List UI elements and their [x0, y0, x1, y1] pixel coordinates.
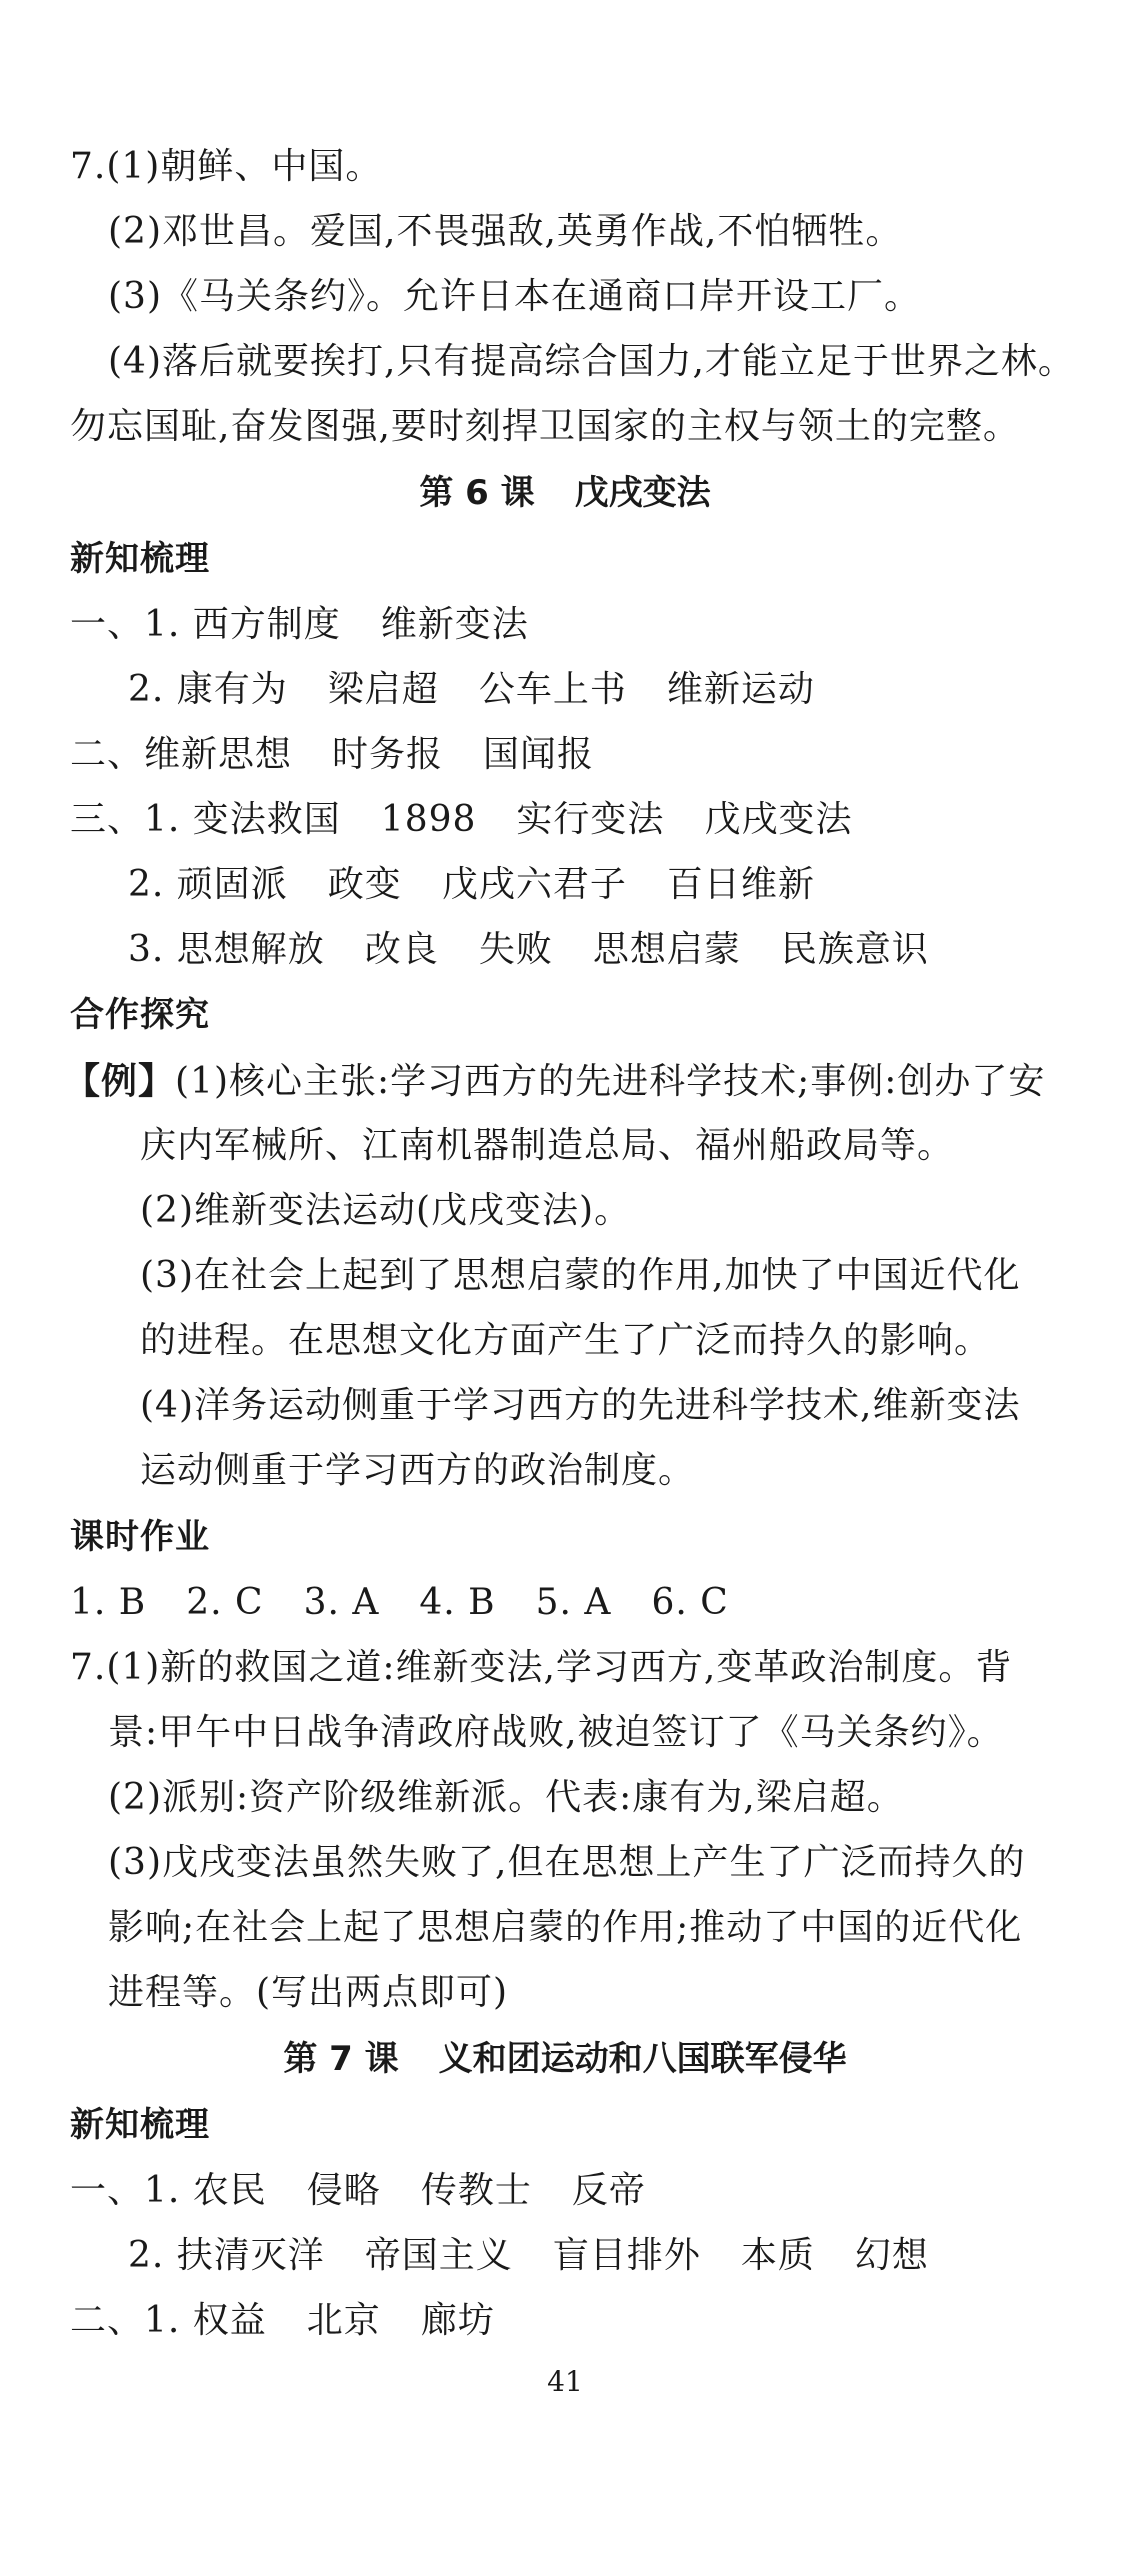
term: 公车上书	[478, 669, 627, 710]
list-item	[128, 925, 1080, 975]
mc-answer: 1. B	[70, 1582, 147, 1623]
mc-answer: 2. C	[186, 1582, 264, 1623]
example-tag: 【例】	[64, 1060, 176, 1102]
term: 时务报	[332, 734, 444, 775]
term: 二、维新思想	[70, 734, 293, 775]
lesson-name: 戊戌变法	[574, 473, 711, 513]
answer-line: 进程等。(写出两点即可)	[108, 1972, 509, 2013]
list-item	[128, 2231, 1080, 2281]
term: 侵略	[306, 2170, 381, 2211]
example-line: (2)维新变法运动(戊戌变法)。	[140, 1190, 632, 1231]
term: 帝国主义	[364, 2235, 513, 2276]
term: 一、1. 西方制度	[70, 604, 341, 645]
example-line: (4)洋务运动侧重于学习西方的先进科学技术,维新变法	[140, 1385, 1021, 1426]
term: 三、1. 变法救国	[70, 799, 341, 840]
section-heading: 课时作业	[70, 1517, 210, 1557]
lesson-number: 第 6 课	[419, 473, 535, 513]
example-text: (1)核心主张:学习西方的先进科学技术;事例:创办了安	[175, 1061, 1046, 1102]
answer-line: (3)《马关条约》。允许日本在通商口岸开设工厂。	[108, 276, 921, 317]
term: 二、1. 权益	[70, 2300, 267, 2341]
term: 民族意识	[780, 929, 929, 970]
list-item	[128, 665, 1080, 715]
example-line	[64, 1056, 1080, 1107]
term: 本质	[740, 2235, 815, 2276]
term: 政变	[327, 864, 402, 905]
section-heading: 新知梳理	[70, 2105, 210, 2145]
page-number: 41	[547, 2365, 583, 2398]
list-item	[70, 795, 1080, 845]
term: 北京	[306, 2300, 381, 2341]
lesson-title	[0, 2034, 1130, 2084]
term: 3. 思想解放	[128, 929, 325, 970]
answer-line: (4)落后就要挨打,只有提高综合国力,才能立足于世界之林。	[108, 341, 1075, 382]
term: 国闻报	[483, 734, 595, 775]
mc-answers	[70, 1578, 1080, 1628]
term: 改良	[364, 929, 439, 970]
term: 盲目排外	[552, 2235, 701, 2276]
list-item	[70, 600, 1080, 650]
answer-line: 7.(1)朝鲜、中国。	[70, 146, 383, 187]
term: 戊戌六君子	[441, 864, 627, 905]
answer-line: 景:甲午中日战争清政府战败,被迫签订了《马关条约》。	[108, 1712, 1004, 1753]
example-line: 的进程。在思想文化方面产生了广泛而持久的影响。	[140, 1320, 992, 1361]
answer-line: 7.(1)新的救国之道:维新变法,学习西方,变革政治制度。背	[70, 1647, 1013, 1688]
term: 传教士	[420, 2170, 532, 2211]
term: 幻想	[854, 2235, 929, 2276]
section-heading: 新知梳理	[70, 539, 210, 579]
answer-line: 影响;在社会上起了思想启蒙的作用;推动了中国的近代化	[108, 1907, 1023, 1948]
list-item	[128, 860, 1080, 910]
example-line: 运动侧重于学习西方的政治制度。	[140, 1450, 696, 1491]
list-item	[70, 2296, 1080, 2346]
answer-line: 勿忘国耻,奋发图强,要时刻捍卫国家的主权与领土的完整。	[70, 406, 1020, 447]
term: 维新变法	[380, 604, 529, 645]
section-heading: 合作探究	[70, 995, 210, 1035]
term: 廊坊	[420, 2300, 495, 2341]
lesson-name: 义和团运动和八国联军侵华	[438, 2039, 847, 2079]
term: 百日维新	[666, 864, 815, 905]
mc-answer: 6. C	[651, 1582, 729, 1623]
list-item	[70, 2166, 1080, 2216]
example-line: 庆内军械所、江南机器制造总局、福州船政局等。	[140, 1125, 955, 1166]
mc-answer: 4. B	[419, 1582, 496, 1623]
example-line: (3)在社会上起到了思想启蒙的作用,加快了中国近代化	[140, 1255, 1021, 1296]
lesson-number: 第 7 课	[283, 2039, 399, 2079]
answer-line: (2)邓世昌。爱国,不畏强敌,英勇作战,不怕牺牲。	[108, 211, 903, 252]
term: 一、1. 农民	[70, 2170, 267, 2211]
term: 梁启超	[327, 669, 439, 710]
answer-line: (3)戊戌变法虽然失败了,但在思想上产生了广泛而持久的	[108, 1842, 1026, 1883]
term: 戊戌变法	[704, 799, 853, 840]
term: 实行变法	[516, 799, 665, 840]
term: 失败	[478, 929, 553, 970]
mc-answer: 3. A	[303, 1582, 380, 1623]
term: 2. 扶清灭洋	[128, 2235, 325, 2276]
list-item	[70, 730, 1080, 780]
term: 1898	[380, 799, 477, 840]
term: 思想启蒙	[592, 929, 741, 970]
mc-answer: 5. A	[535, 1582, 612, 1623]
answer-line: (2)派别:资产阶级维新派。代表:康有为,梁启超。	[108, 1777, 904, 1818]
term: 2. 康有为	[128, 669, 288, 710]
term: 维新运动	[666, 669, 815, 710]
term: 反帝	[571, 2170, 646, 2211]
term: 2. 顽固派	[128, 864, 288, 905]
lesson-title	[0, 468, 1130, 518]
